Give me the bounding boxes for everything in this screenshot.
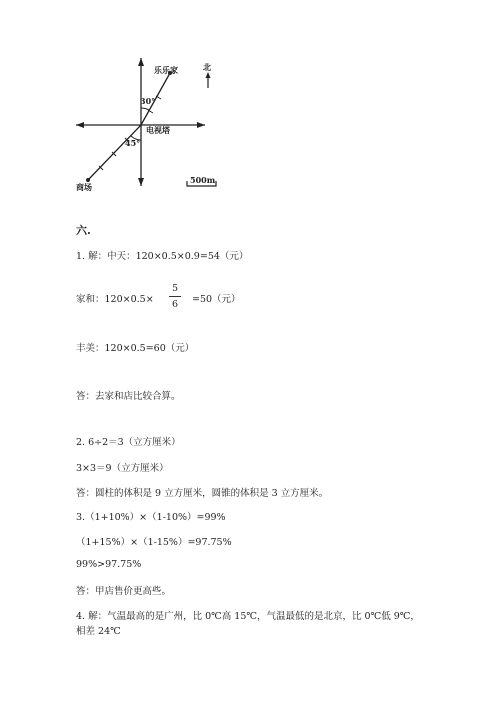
answer-line-9: （1+15%）×（1-15%）=97.75% <box>76 537 232 548</box>
lele-home-label: 乐乐家 <box>154 65 178 75</box>
fraction-denominator: 6 <box>171 299 179 310</box>
ray-to-mall <box>88 125 141 180</box>
answer-line-12: 4. 解：气温最高的是广州，比 0℃高 15℃，气温最低的是北京，比 0℃低 9℃， <box>76 611 420 622</box>
answer-line-2-left: 家和：120×0.5× <box>76 294 154 305</box>
answer-line-11: 答：甲店售价更高些。 <box>76 586 172 597</box>
answer-line-8: 3.（1+10%）×（1-10%）=99% <box>76 512 226 523</box>
horizontal-axis-arrow-right <box>197 122 205 128</box>
answer-line-6: 3×3＝9（立方厘米） <box>76 463 169 474</box>
answer-line-1: 1. 解：中天：120×0.5×0.9=54（元） <box>76 251 249 262</box>
mall-label: 商场 <box>76 182 92 192</box>
tv-tower-label: 电视塔 <box>146 125 170 135</box>
answer-line-7: 答：圆柱的体积是 9 立方厘米，圆锥的体积是 3 立方厘米。 <box>76 488 329 499</box>
fraction-bar <box>169 296 181 297</box>
fraction-numerator: 5 <box>171 283 179 294</box>
vertical-axis-arrow-bottom <box>138 178 144 186</box>
vertical-axis-arrow-top <box>138 58 144 66</box>
north-arrowhead-icon <box>206 72 211 78</box>
answer-line-5: 2. 6÷2＝3（立方厘米） <box>76 437 181 448</box>
angle-30-label: 30° <box>140 96 156 106</box>
horizontal-axis-arrow-left <box>76 122 84 128</box>
section-title: 六. <box>76 224 91 237</box>
fraction-5-6 <box>169 283 181 310</box>
answer-line-4: 答：去家和店比较合算。 <box>76 391 181 402</box>
answer-line-13: 相差 24℃ <box>76 626 121 637</box>
direction-map-diagram <box>0 0 500 200</box>
north-label: 北 <box>203 62 211 72</box>
answer-line-10: 99%>97.75% <box>76 559 142 570</box>
scale-label: 500m <box>190 175 216 185</box>
answer-line-3: 丰美：120×0.5=60（元） <box>76 343 195 354</box>
answer-line-2-right: =50（元） <box>192 294 241 305</box>
angle-45-label: 45° <box>125 138 141 148</box>
angle-arc-30 <box>141 108 149 110</box>
